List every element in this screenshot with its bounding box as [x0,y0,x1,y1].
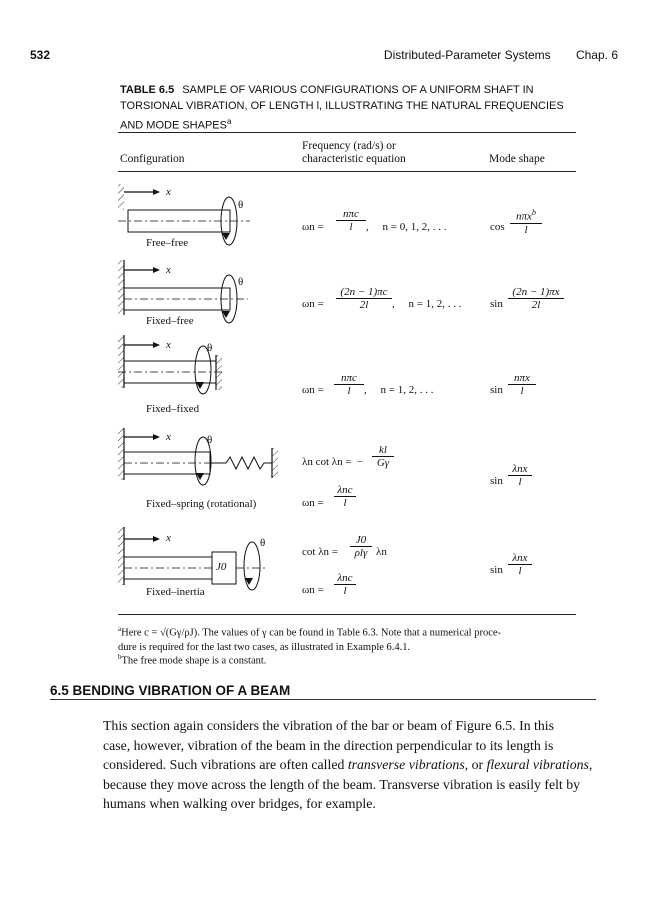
fixed-wall-right [216,355,222,390]
freq-fraction: nπc l [336,208,366,233]
freq-fraction: nπc l [334,372,364,397]
axis-x-label: x [166,186,171,198]
config-label-fixed-fixed: Fixed–fixed [146,403,200,415]
footnote-b: $^b$The free mode shape is a constant. [118,653,267,667]
freq-eq-inertia: ωn = [302,584,324,596]
col-header-frequency: Frequency (rad/s) or characteristic equation [302,140,406,165]
char-eq-rhs: λn [376,546,387,558]
mode-fraction: nπx$^b$ l [510,208,542,236]
x-axis-arrow [153,189,160,195]
freq-eq-fixed-free: ωn = [302,298,324,310]
freq-fraction: λnc l [334,484,356,509]
page-number: 532 [30,48,51,62]
fixed-wall [118,428,124,480]
axis-x-label: x [166,264,171,276]
mode-fraction: λnx l [508,463,532,488]
axis-theta-label: θ [238,276,244,288]
mode-function: sin [490,298,503,310]
axis-theta-label: θ [207,342,213,354]
fixed-wall-left [118,335,124,388]
axis-theta-label: θ [260,537,266,549]
char-eq-spring: λn cot λn = − [302,456,364,468]
diagram-fixed-free [118,260,248,323]
freq-fraction: (2n − 1)πc 2l [336,286,392,311]
section-rule [50,699,596,700]
body-paragraph: This section again considers the vibration of the bar or beam of Figure 6.5. In this case, however, vibration of the beam in the direction perpendicular to its length is considered. Such vibrations are often called transverse vibrations, or flexural vibrations, because they move across the length of the beam. Transverse vibration is easily felt by humans when walking over bridges, for example. [103,718,593,811]
char-eq-fraction: kl Gγ [372,444,394,469]
fixed-wall [118,260,124,315]
term-flexural: flexural vibrations [486,757,589,772]
char-eq-inertia: cot λn = [302,546,338,558]
config-label-fixed-free: Fixed–free [146,315,194,327]
freq-eq-fixed-fixed: ωn = [302,384,324,396]
table-label: TABLE 6.5 [120,84,175,96]
rotation-indicator [244,542,260,590]
mode-fraction: nπx l [508,372,536,397]
axis-theta-label: θ [207,434,213,446]
mode-function: sin [490,475,503,487]
chapter-number: Chap. 6 [575,48,618,62]
caption-footnote-mark: a [226,117,232,126]
term-transverse: transverse vibrations [347,757,465,772]
config-label-fixed-inertia: Fixed–inertia [146,586,205,598]
freq-fraction: λnc l [334,572,356,597]
diagram-fixed-inertia [118,527,268,590]
mode-fraction: λnx l [508,552,532,577]
freq-condition: , n = 0, 1, 2, . . . [366,221,447,233]
diagram-free-free [118,184,250,245]
fixed-wall [118,527,124,585]
inertia-label: J0 [216,561,227,573]
spring-ground [272,448,278,478]
caption-line-1: SAMPLE OF VARIOUS CONFIGURATIONS OF A UNIFORM SHAFT IN [182,84,534,96]
footnote-a: $^a$Here c = √(Gγ/ρJ). The values of γ can be found in Table 6.3. Note that a numerical proce- dure is required for the last two cases, as illustrated in Example 6.4.1. [118,625,502,653]
wall-hatch [118,184,124,210]
caption-line-3: AND MODE SHAPES [120,119,227,132]
chapter-title: Distributed-Parameter Systems [383,48,551,62]
col-header-mode-shape: Mode shape [489,153,545,165]
axis-x-label: x [166,532,171,544]
char-eq-fraction: J0 ρlγ [350,534,372,559]
mode-function: sin [490,564,503,576]
col-header-configuration: Configuration [120,153,185,165]
table-bottom-rule [118,614,576,615]
freq-eq-spring: ωn = [302,497,324,509]
axis-x-label: x [166,431,171,443]
section-heading: 6.5 BENDING VIBRATION OF A BEAM [50,683,291,698]
axis-theta-label: θ [238,199,244,211]
config-label-fixed-spring: Fixed–spring (rotational) [146,498,257,510]
caption-line-2: TORSIONAL VIBRATION, OF LENGTH l, ILLUSTRATING THE NATURAL FREQUENCIES [120,100,564,112]
diagram-fixed-spring [118,428,278,485]
freq-condition: , n = 1, 2, . . . [392,298,462,310]
freq-eq-free-free: ωn = [302,221,324,233]
mode-fraction: (2n − 1)πx 2l [508,286,564,311]
config-label-free-free: Free–free [146,237,189,249]
mode-function: sin [490,384,503,396]
torsional-spring [210,457,272,469]
axis-x-label: x [166,339,171,351]
freq-condition: , n = 1, 2, . . . [364,384,434,396]
mode-function: cos [490,221,505,233]
